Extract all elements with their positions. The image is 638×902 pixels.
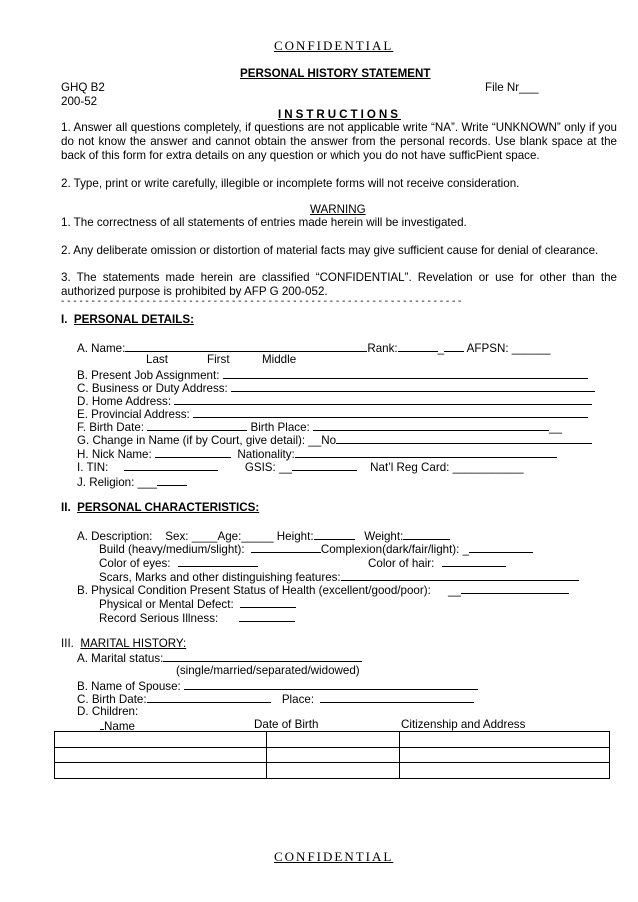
child-citizenship-cell[interactable] xyxy=(400,763,610,779)
section-1-number: I. xyxy=(61,313,68,326)
business-field[interactable] xyxy=(231,380,595,392)
physical-label: B. Physical Condition Present Status of Health (excellent/good/poor): xyxy=(77,584,431,597)
change-name-label: G. Change in Name (if by Court, give detail): xyxy=(77,434,306,447)
birthdate-field[interactable] xyxy=(147,419,247,431)
physical-field[interactable] xyxy=(461,582,569,594)
height-field[interactable] xyxy=(314,528,355,540)
marital-field[interactable] xyxy=(163,650,362,662)
child-name-cell[interactable] xyxy=(55,732,267,748)
spouse-place-label: Place: xyxy=(281,693,315,706)
children-table xyxy=(54,731,610,779)
rank-field-2[interactable] xyxy=(444,340,464,352)
section-2-heading xyxy=(61,501,259,515)
illness-label: Record Serious Illness: xyxy=(99,612,219,625)
gsis-label: GSIS: xyxy=(244,461,276,474)
rank-label: Rank: xyxy=(367,342,398,355)
religion-field[interactable] xyxy=(157,474,187,486)
weight-label: Weight: xyxy=(364,530,404,543)
form-code-1: GHQ B2 xyxy=(61,81,105,94)
instruction-2: 2. Type, print or write carefully, illegible or incomplete forms will not receive consideration. xyxy=(61,177,520,190)
religion-row xyxy=(77,474,187,490)
spouse-label: B. Name of Spouse: xyxy=(77,680,181,693)
warning-3: 3. The statements made herein are classified “CONFIDENTIAL”. Revelation or use for other than the authorized purpose is prohibited by AFP G 200-052. xyxy=(61,271,617,298)
name-sublabel-middle: Middle xyxy=(262,353,297,366)
child-dob-cell[interactable] xyxy=(267,732,400,748)
physical-value: __ xyxy=(448,584,461,597)
section-3-number: III. xyxy=(61,637,74,650)
children-col-dob: Date of Birth xyxy=(254,718,319,731)
footer-confidential: CONFIDENTIAL xyxy=(274,849,394,864)
complexion-value: _ xyxy=(462,543,470,556)
afpsn-label: AFPSN: ______ xyxy=(466,342,551,355)
eyes-label: Color of eyes: xyxy=(99,557,171,570)
tin-label: I. TIN: xyxy=(77,461,109,474)
instructions-heading: INSTRUCTIONS xyxy=(278,108,401,121)
religion-label: J. Religion: xyxy=(77,476,135,489)
child-dob-cell[interactable] xyxy=(267,763,400,779)
hair-field[interactable] xyxy=(442,555,506,567)
name-sublabel-first: First xyxy=(207,353,230,366)
section-1-heading xyxy=(61,313,194,327)
nickname-field[interactable] xyxy=(155,446,231,458)
tin-row xyxy=(77,459,524,475)
name-sublabel-last: Last xyxy=(146,353,168,366)
children-label: D. Children: xyxy=(77,705,139,718)
birthplace-field[interactable] xyxy=(313,419,549,431)
illness-row xyxy=(99,610,295,626)
rank-field[interactable] xyxy=(398,340,438,352)
child-citizenship-cell[interactable] xyxy=(400,732,610,748)
dashed-divider: - - - - - - - - - - - - - - - - - - - - - - - - - - - - - - - - - - - - - - - - - - - - - - - - - - - - - - - - - - - - - - - - - - xyxy=(61,296,462,307)
business-label: C. Business or Duty Address: xyxy=(77,382,228,395)
provincial-field[interactable] xyxy=(193,406,588,418)
header-confidential: CONFIDENTIAL xyxy=(274,38,394,53)
marital-label: A. Marital status: xyxy=(77,652,164,665)
name-field[interactable] xyxy=(125,340,367,352)
tin-field[interactable] xyxy=(124,459,218,471)
warning-2: 2. Any deliberate omission or distortion of material facts may give sufficient cause for denial of clearance. xyxy=(61,244,599,257)
birthplace-label: Birth Place: xyxy=(250,421,310,434)
gsis-field[interactable] xyxy=(292,459,357,471)
scars-label: Scars, Marks and other distinguishing features: xyxy=(99,571,341,584)
child-citizenship-cell[interactable] xyxy=(400,747,610,763)
complexion-field[interactable] xyxy=(469,541,533,553)
spouse-place-field[interactable] xyxy=(320,691,474,703)
birthdate-label: F. Birth Date: xyxy=(77,421,145,434)
hair-label: Color of hair: xyxy=(368,557,435,570)
eyes-field[interactable] xyxy=(178,555,258,567)
spouse-birthdate-field[interactable] xyxy=(147,691,271,703)
warning-1: 1. The correctness of all statements of entries made herein will be investigated. xyxy=(61,216,467,229)
gsis-value: __ xyxy=(279,461,292,474)
home-label: D. Home Address: xyxy=(77,395,172,408)
spouse-field[interactable] xyxy=(184,678,478,690)
table-row xyxy=(55,763,610,779)
build-label: Build (heavy/medium/slight): xyxy=(99,543,245,556)
section-2-number: II. xyxy=(61,501,71,514)
section-1-title: PERSONAL DETAILS: xyxy=(73,313,194,326)
home-field[interactable] xyxy=(174,393,592,405)
job-field[interactable] xyxy=(223,367,588,379)
weight-field[interactable] xyxy=(403,528,450,540)
section-2-title: PERSONAL CHARACTERISTICS: xyxy=(77,501,260,514)
nationality-label: Nationality: xyxy=(237,448,295,461)
build-field[interactable] xyxy=(251,541,321,553)
table-row xyxy=(55,732,610,748)
rank-tail: _ xyxy=(437,342,445,355)
defect-field[interactable] xyxy=(240,596,296,608)
defect-label: Physical or Mental Defect: xyxy=(99,598,234,611)
form-title: PERSONAL HISTORY STATEMENT xyxy=(240,67,431,80)
scars-field[interactable] xyxy=(341,569,579,581)
natl-reg-label: Nat’l Reg Card: ___________ xyxy=(370,461,524,474)
job-label: B. Present Job Assignment: xyxy=(77,369,220,382)
illness-field[interactable] xyxy=(239,610,295,622)
birthplace-tail: __ xyxy=(549,421,562,434)
col-name-label: Name xyxy=(104,720,135,733)
change-name-value: __No xyxy=(308,434,337,447)
nationality-field[interactable] xyxy=(295,446,557,458)
form-code-2: 200-52 xyxy=(61,95,98,108)
religion-value: ___ xyxy=(137,476,157,489)
spouse-birthdate-label: C. Birth Date: xyxy=(77,693,147,706)
marital-options: (single/married/separated/widowed) xyxy=(176,664,360,677)
child-dob-cell[interactable] xyxy=(267,747,400,763)
sex-age-height-label: Sex: ____Age:_____ Height: xyxy=(165,530,314,543)
file-number: File Nr___ xyxy=(485,81,539,94)
warning-heading: WARNING xyxy=(310,203,366,216)
section-3-title: MARITAL HISTORY: xyxy=(80,637,187,650)
description-label: A. Description: xyxy=(77,530,153,543)
name-label: A. Name: xyxy=(77,342,126,355)
change-name-field[interactable] xyxy=(336,432,592,444)
instruction-1: 1. Answer all questions completely, if questions are not applicable write “NA”. Write “UNKNOWN” only if you do not know the answer and cannot obtain the answer from the personal records. Use blank space at the back of this form for extra details on any question or which you do not have sufficPient space. xyxy=(61,121,617,162)
provincial-label: E. Provincial Address: xyxy=(77,408,190,421)
section-3-heading xyxy=(61,637,186,651)
complexion-label: Complexion(dark/fair/light): xyxy=(320,543,460,556)
children-col-citizenship: Citizenship and Address xyxy=(401,718,526,731)
child-name-cell[interactable] xyxy=(55,763,267,779)
child-name-cell[interactable] xyxy=(55,747,267,763)
nickname-label: H. Nick Name: xyxy=(77,448,152,461)
table-row xyxy=(55,747,610,763)
